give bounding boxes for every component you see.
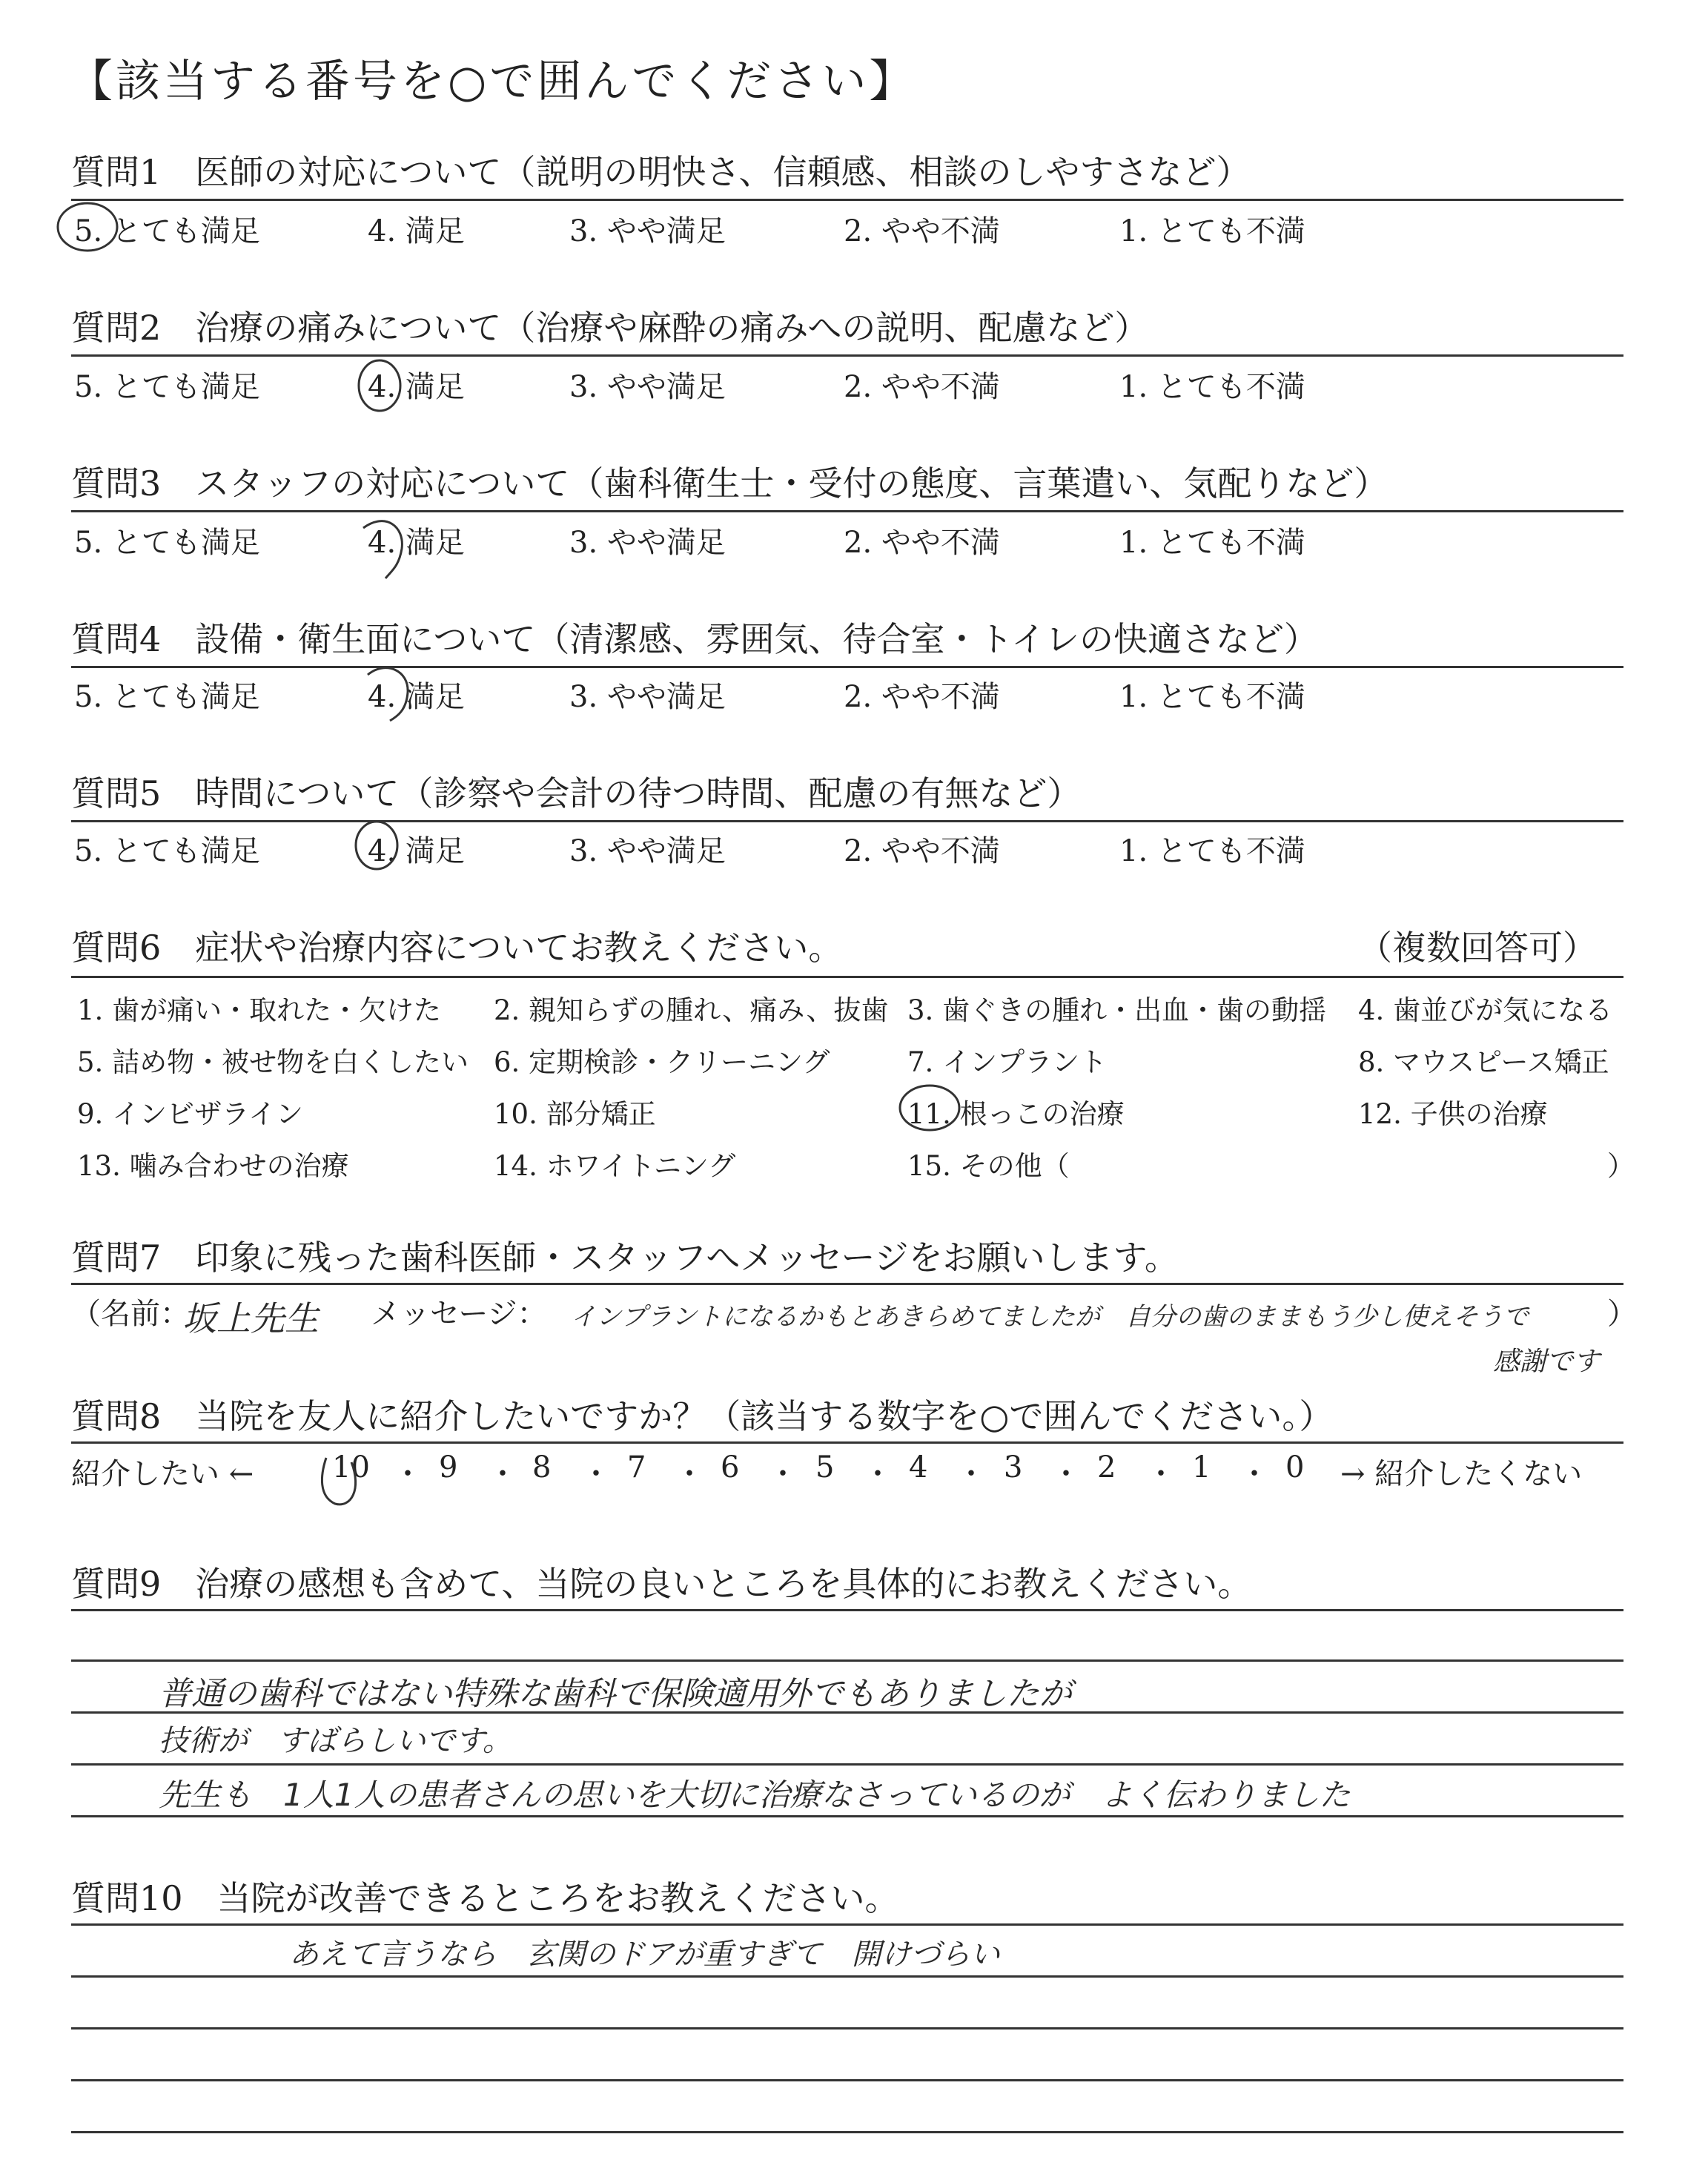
q9-rule [71, 1763, 1623, 1766]
q3-option-1[interactable]: 1. とても不満 [1119, 526, 1305, 560]
q8-dot: ・ [581, 1457, 611, 1491]
q8-dot: ・ [393, 1457, 423, 1491]
q5-option-2[interactable]: 2. やや不満 [844, 834, 1000, 868]
q2-rule [71, 354, 1623, 357]
q2-option-1[interactable]: 1. とても不満 [1119, 370, 1305, 404]
q8-scale-7[interactable]: 7 [627, 1450, 646, 1484]
q6-option-5[interactable]: 5. 詰め物・被せ物を白くしたい [77, 1046, 469, 1078]
q4-option-3[interactable]: 3. やや満足 [569, 680, 726, 714]
q8-dot: ・ [1239, 1457, 1269, 1491]
q6-option-3[interactable]: 3. 歯ぐきの腫れ・出血・歯の動揺 [907, 994, 1327, 1026]
q8-title: 質問8 当院を友人に紹介したいですか？（該当する数字を○で囲んでください。） [71, 1396, 1334, 1436]
q10-rule [71, 1923, 1623, 1926]
q8-right-label: → 紹介したくない [1340, 1457, 1583, 1491]
q2-option-5[interactable]: 5. とても満足 [74, 370, 260, 404]
q9-answer-line-1: 普通の歯科ではない特殊な歯科で保険適用外でもありましたが [159, 1675, 1072, 1713]
q3-title: 質問3 スタッフの対応について（歯科衛生士・受付の態度、言葉遣い、気配りなど） [71, 463, 1388, 503]
q7-message-value[interactable]: インプラントになるかもとあきらめてましたが 自分の歯のままもう少し使えそうで [571, 1302, 1529, 1332]
q8-dot: ・ [863, 1457, 893, 1491]
q4-option-2[interactable]: 2. やや不満 [844, 680, 1000, 714]
q1-title: 質問1 医師の対応について（説明の明快さ、信頼感、相談のしやすさなど） [71, 152, 1251, 192]
q8-dot: ・ [1146, 1457, 1176, 1491]
q2-option-2[interactable]: 2. やや不満 [844, 370, 1000, 404]
q8-dot: ・ [956, 1457, 986, 1491]
q6-option-11[interactable]: 11. 根っこの治療 [907, 1098, 1125, 1130]
q5-title: 質問5 時間について（診察や会計の待つ時間、配慮の有無など） [71, 773, 1082, 813]
q4-option-4[interactable]: 4. 満足 [368, 680, 465, 714]
q7-title: 質問7 印象に残った歯科医師・スタッフへメッセージをお願いします。 [71, 1238, 1179, 1278]
q3-rule [71, 510, 1623, 512]
q6-multiple-note: （複数回答可） [1358, 928, 1597, 968]
q9-answer-line-3: 先生も 1人1人の患者さんの思いを大切に治療なさっているのが よく伝わりました [159, 1777, 1351, 1813]
form-heading: 【該当する番号を○で囲んでください】 [68, 56, 917, 108]
q8-scale-5[interactable]: 5 [815, 1450, 835, 1484]
q3-option-2[interactable]: 2. やや不満 [844, 526, 1000, 560]
q9-rule [71, 1659, 1623, 1662]
q6-option-8[interactable]: 8. マウスピース矯正 [1358, 1046, 1609, 1078]
q7-message-label: メッセージ： [371, 1297, 547, 1331]
q5-option-3[interactable]: 3. やや満足 [569, 834, 726, 868]
q7-name-value[interactable]: 坂上先生 [182, 1298, 319, 1338]
q9-answer-line-2: 技術が すばらしいです。 [159, 1724, 512, 1758]
q9-title: 質問9 治療の感想も含めて、当院の良いところを具体的にお教えください。 [71, 1564, 1252, 1604]
q10-title: 質問10 当院が改善できるところをお教えください。 [71, 1878, 899, 1918]
q4-rule [71, 666, 1623, 668]
q9-rule [71, 1815, 1623, 1817]
q8-dot: ・ [675, 1457, 704, 1491]
q6-option-10[interactable]: 10. 部分矯正 [494, 1098, 656, 1130]
q8-scale-0[interactable]: 0 [1285, 1450, 1305, 1484]
q8-scale-1[interactable]: 1 [1192, 1450, 1211, 1484]
q6-option-12[interactable]: 12. 子供の治療 [1358, 1098, 1548, 1130]
q6-option-1[interactable]: 1. 歯が痛い・取れた・欠けた [77, 994, 442, 1026]
q6-option-14[interactable]: 14. ホワイトニング [494, 1150, 736, 1182]
q10-answer-line-1: あえて言うなら 玄関のドアが重すぎて 開けづらい [289, 1938, 1000, 1972]
q2-title: 質問2 治療の痛みについて（治療や麻酔の痛みへの説明、配慮など） [71, 308, 1149, 348]
q8-scale-2[interactable]: 2 [1097, 1450, 1116, 1484]
q6-option-4[interactable]: 4. 歯並びが気になる [1358, 994, 1613, 1026]
q6-option-6[interactable]: 6. 定期検診・クリーニング [494, 1046, 830, 1078]
q8-dot: ・ [1051, 1457, 1081, 1491]
q1-option-3[interactable]: 3. やや満足 [569, 214, 726, 248]
q10-rule [71, 2131, 1623, 2133]
q5-rule [71, 820, 1623, 822]
q2-option-3[interactable]: 3. やや満足 [569, 370, 726, 404]
q8-scale-4[interactable]: 4 [909, 1450, 928, 1484]
q6-title: 質問6 症状や治療内容についてお教えください。 [71, 928, 843, 968]
q6-option-13[interactable]: 13. 噛み合わせの治療 [77, 1150, 349, 1182]
q8-rule [71, 1441, 1623, 1444]
q6-other-close-paren: ） [1607, 1150, 1635, 1182]
q6-option-7[interactable]: 7. インプラント [907, 1046, 1108, 1078]
q8-scale-8[interactable]: 8 [532, 1450, 552, 1484]
q8-scale-10[interactable]: 10 [332, 1450, 370, 1484]
q5-option-4[interactable]: 4. 満足 [368, 834, 465, 868]
q3-option-5[interactable]: 5. とても満足 [74, 526, 260, 560]
q6-option-15[interactable]: 15. その他（ [907, 1150, 1070, 1182]
q7-message-tail[interactable]: 感謝です [1493, 1347, 1601, 1377]
q8-left-label: 紹介したい ← [71, 1457, 254, 1491]
q1-option-5[interactable]: 5. とても満足 [74, 214, 260, 248]
q8-scale-3[interactable]: 3 [1004, 1450, 1023, 1484]
q6-option-9[interactable]: 9. インビザライン [77, 1098, 303, 1130]
q8-scale-9[interactable]: 9 [439, 1450, 458, 1484]
q1-rule [71, 199, 1623, 201]
q5-option-5[interactable]: 5. とても満足 [74, 834, 260, 868]
q6-rule [71, 976, 1623, 978]
q4-option-1[interactable]: 1. とても不満 [1119, 680, 1305, 714]
q10-rule [71, 2027, 1623, 2029]
q3-option-4[interactable]: 4. 満足 [368, 526, 465, 560]
q1-option-4[interactable]: 4. 満足 [368, 214, 465, 248]
q8-dot: ・ [488, 1457, 517, 1491]
q1-option-1[interactable]: 1. とても不満 [1119, 214, 1305, 248]
q9-rule [71, 1609, 1623, 1611]
q4-option-5[interactable]: 5. とても満足 [74, 680, 260, 714]
q4-title: 質問4 設備・衛生面について（清潔感、雰囲気、待合室・トイレの快適さなど） [71, 619, 1319, 659]
q8-scale-6[interactable]: 6 [721, 1450, 740, 1484]
q7-rule [71, 1283, 1623, 1285]
q8-dot: ・ [768, 1457, 798, 1491]
q5-option-1[interactable]: 1. とても不満 [1119, 834, 1305, 868]
q1-option-2[interactable]: 2. やや不満 [844, 214, 1000, 248]
q10-rule [71, 2079, 1623, 2081]
q2-option-4[interactable]: 4. 満足 [368, 370, 465, 404]
q7-name-label: （名前： [71, 1297, 190, 1331]
q7-close-paren: ） [1607, 1297, 1637, 1331]
q6-option-2[interactable]: 2. 親知らずの腫れ、痛み、抜歯 [494, 994, 889, 1026]
q3-option-3[interactable]: 3. やや満足 [569, 526, 726, 560]
q10-rule [71, 1975, 1623, 1978]
